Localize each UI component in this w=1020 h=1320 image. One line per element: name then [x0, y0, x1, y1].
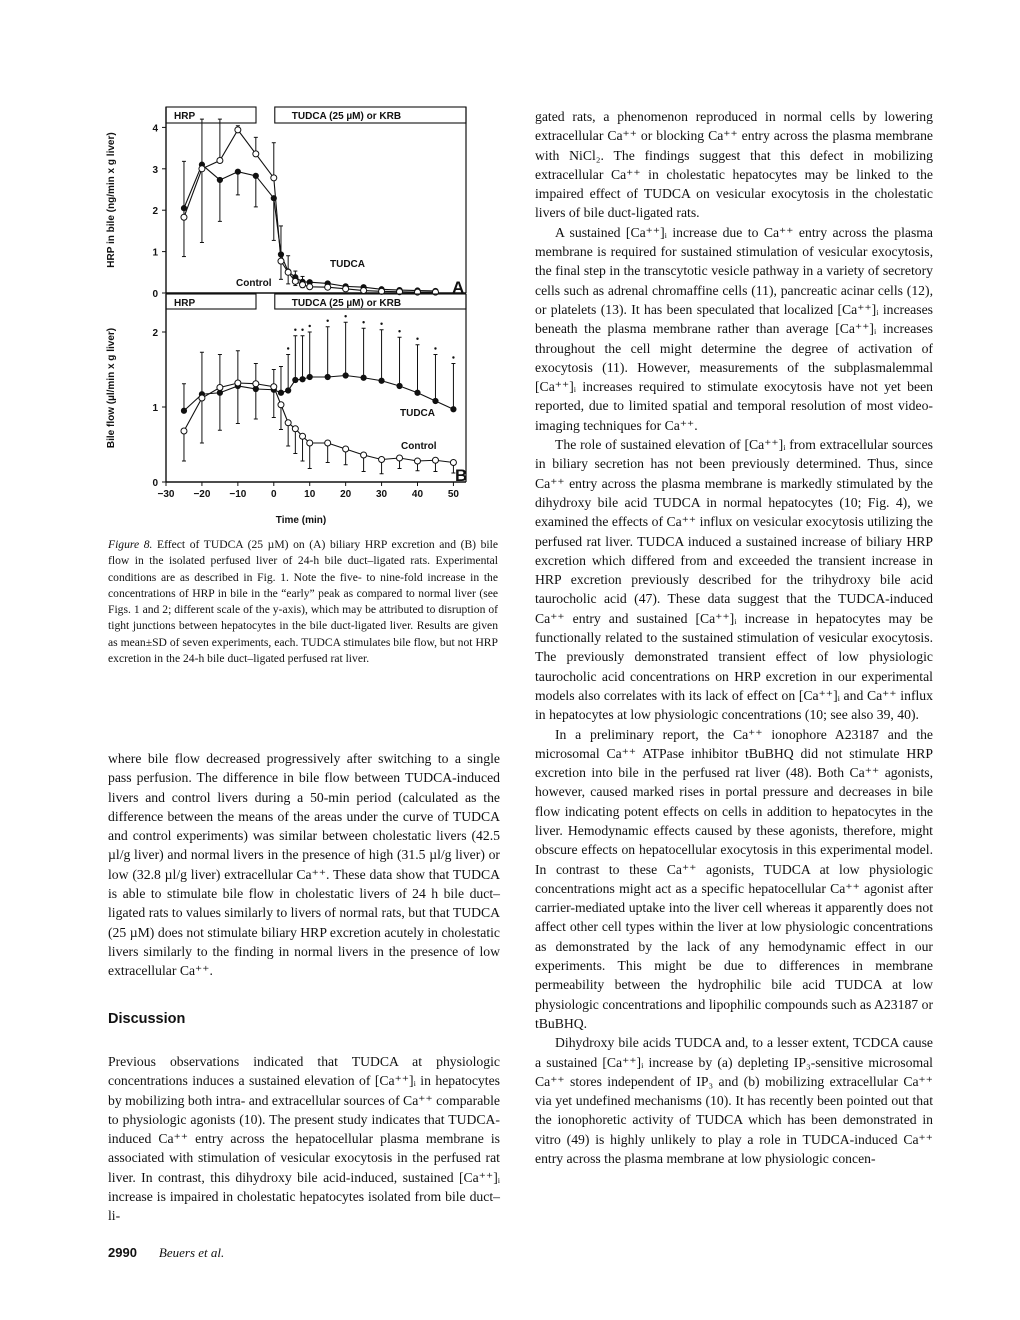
y-tick-label: 0 [152, 478, 158, 489]
data-point-control [217, 385, 223, 391]
left-column-body [108, 749, 500, 981]
data-point-tudca [278, 390, 283, 395]
significance-asterisk [452, 356, 454, 358]
data-point-tudca [361, 375, 366, 380]
x-tick-label: −30 [157, 489, 175, 500]
hrp-header-label: HRP [174, 298, 196, 309]
data-point-control [450, 460, 456, 466]
caption-label: Figure 8. [108, 538, 153, 551]
y-tick-label: 2 [152, 206, 158, 218]
significance-asterisk [301, 329, 303, 331]
discussion-body [108, 1052, 500, 1226]
x-tick-label: 10 [304, 489, 316, 500]
x-axis-label: Time (min) [275, 515, 327, 526]
data-point-tudca [293, 377, 298, 382]
x-tick-label: 40 [411, 489, 424, 500]
tudca-header-label: TUDCA (25 µM) or KRB [291, 298, 402, 309]
y-tick-label: 1 [152, 403, 158, 414]
data-point-tudca [235, 169, 240, 174]
y-tick-label: 2 [152, 328, 158, 339]
data-point-control [307, 440, 313, 446]
significance-asterisk [416, 338, 418, 340]
x-tick-label: −10 [229, 489, 247, 500]
significance-asterisk [287, 347, 289, 349]
section-heading-discussion: Discussion [108, 1011, 186, 1027]
data-point-control [379, 288, 385, 294]
series-label-tudca: TUDCA [330, 259, 365, 270]
data-point-control [199, 395, 205, 401]
series-label-control: Control [401, 441, 437, 452]
significance-asterisk [344, 315, 346, 317]
data-point-tudca [433, 398, 438, 403]
significance-asterisk [294, 329, 296, 331]
y-tick-label: 1 [152, 247, 158, 259]
series-line-control [184, 130, 435, 292]
data-point-control [361, 288, 367, 294]
panel-label-b: B [455, 466, 468, 485]
significance-asterisk [326, 320, 328, 322]
right-column-body [535, 107, 933, 1168]
data-point-control [199, 166, 205, 172]
significance-asterisk [362, 321, 364, 323]
data-point-tudca [451, 407, 456, 412]
data-point-control [432, 457, 438, 463]
paragraph: The role of sustained elevation of [Ca⁺⁺]ᵢ from extracellular sources in biliary secretion has not been previously determined. Thus, since Ca⁺⁺ entry across the plasma membrane is markedly stimulated by the dihydroxy bile acid TUDCA in normal hepatocytes (10; Fig. 4), we examined the effects of Ca⁺⁺ influx on vesicular exocytosis utilizing the perfused rat liver. TUDCA induced a sustained increase of biliary HRP excretion which differed from and exceeded the transient increase in HRP excretion previously described for the trihydroxy bile acid taurocholic acid (47). These data suggest that the TUDCA-induced Ca⁺⁺ entry and sustained [Ca⁺⁺]ᵢ increase in hepatocytes may be functionally related to the sustained stimulation of vesicular exocytosis. The previously demonstrated transient effect of low physiologic taurocholic acid concentrations on HRP excretion in our experimental models also correlates with its lack of effect on [Ca⁺⁺]ᵢ and Ca⁺⁺ influx in hepatocytes at low physiologic concentrations (10; see also 39, 40). [535, 437, 933, 723]
data-point-tudca [253, 173, 258, 178]
data-point-control [181, 428, 187, 434]
data-point-control [271, 384, 277, 390]
data-point-control [217, 158, 223, 164]
paragraph: A sustained [Ca⁺⁺]ᵢ increase due to Ca⁺⁺ entry across the plasma membrane is required for sustained stimulation of vesicular exocytosis, the final step in the transcytotic vesicle pathway in a variety of secretory cells such as adrenal chromaffine cells (11), pancreatic acinar cells (12), or platelets (13). It has been speculated that localized [Ca⁺⁺]ᵢ increases beneath the plasma membrane rather than average [Ca⁺⁺]ᵢ increases throughout the cell might determine the degree of activation of exocytosis (11). However, measurements of the subplasmalemmal [Ca⁺⁺]ᵢ increases required to stimulate exocytosis have not yet been reported, due to limited spatial and temporal resolution of most video-imaging techniques for Ca⁺⁺. [535, 224, 933, 433]
data-point-control [414, 458, 420, 464]
data-point-control [235, 380, 241, 386]
y-axis-label: Bile flow (µl/min x g liver) [106, 327, 117, 449]
data-point-control [253, 381, 259, 387]
data-point-tudca [181, 408, 186, 413]
x-tick-label: 20 [340, 489, 352, 500]
data-point-tudca [286, 388, 291, 393]
series-label-tudca: TUDCA [400, 408, 435, 419]
data-point-control [235, 127, 241, 133]
x-tick-label: −20 [193, 489, 211, 500]
paragraph: In a preliminary report, the Ca⁺⁺ ionophore A23187 and the microsomal Ca⁺⁺ ATPase inhibitor tBuBHQ did not stimulate HRP excretion into bile in the perfused rat liver (48). Both Ca⁺⁺ agonists, however, caused marked rises in portal pressure and decreases in bile flow indicating potent effects on cells in addition to hepatocytes in the liver. Hemodynamic effects caused by these agonists, therefore, might obscure effects on hepatocellular exocytosis in this experimental model. In contrast to these Ca⁺⁺ agonists, TUDCA at low physiologic concentrations might act as a specific hepatocellular Ca⁺⁺ agonist after carrier-mediated uptake into the liver cell whereas it apparently does not affect other cell types within the liver at low physiologic concentrations as demonstrated by the lack of any hemodynamic effect in our experiments. This might be due to differences in membrane permeability between the hydrophilic bile acid TUDCA at low physiologic concentrations and lipophilic compounds such as A23187 or tBuBHQ. [535, 726, 933, 1031]
caption-text: Effect of TUDCA (25 µM) on (A) biliary HRP excretion and (B) bile flow in the isolated perfused liver of 24-h bile duct–ligated rats. Experimental conditions are as described in Fig. 1. Note the five- to nine-fold increase in the concentrations of HRP in bile in the “early” peak as compared to normal liver (see Figs. 1 and 2; different scale of the y-axis), which may be attributed to disruption of tight junctions between hepatocytes in the bile duct-ligated liver. Results are given as mean±SD of seven experiments, each. TUDCA stimulates bile flow, but not HRP excretion in the 24-h bile duct–ligated perfused rat liver. [108, 538, 499, 666]
data-point-tudca [307, 374, 312, 379]
data-point-control [285, 420, 291, 426]
data-point-tudca [379, 378, 384, 383]
significance-asterisk [380, 323, 382, 325]
data-point-control [343, 446, 349, 452]
data-point-control [325, 284, 331, 290]
paragraph: where bile flow decreased progressively after switching to a single pass perfusion. The difference in bile flow between TUDCA-induced livers and control livers during a 50-min period (calculated as the difference between the means of the areas under the curve of TUDCA and control experiments) was similar between cholestatic livers (42.5 µl/g liver) and normal livers in the presence of high (31.5 µl/g liver) or low (32.8 µl/g liver) extracellular Ca⁺⁺. These data show that TUDCA is able to stimulate bile flow in cholestatic livers of 24 h bile duct–ligated rats to values similarly to livers of normal rats, but that TUDCA (25 µM) does not stimulate biliary HRP excretion acutely in cholestatic livers similarly to the finding in normal livers in the presence of low extracellular Ca⁺⁺. [108, 751, 500, 979]
data-point-control [181, 214, 187, 220]
data-point-control [307, 284, 313, 290]
significance-asterisk [309, 325, 311, 327]
data-point-tudca [217, 177, 222, 182]
series-line-tudca [184, 165, 435, 291]
running-authors: Beuers et al. [158, 1245, 225, 1260]
figure-caption [108, 537, 498, 667]
data-point-tudca [397, 383, 402, 388]
panel-b [106, 294, 467, 526]
data-point-control [285, 269, 291, 275]
data-point-control [397, 455, 403, 461]
paragraph: gated rats, a phenomenon reproduced in normal cells by lowering extracellular Ca⁺⁺ or blocking Ca⁺⁺ entry across the plasma membrane with NiCl₂. The findings suggest that this defect in mobilizing extracellular Ca⁺⁺ in cholestatic hepatocytes may be linked to the impaired effect of TUDCA on vesicular exocytosis in the cholestatic livers of bile duct-ligated rats. [535, 109, 933, 221]
significance-asterisk [398, 330, 400, 332]
page-footer [108, 1245, 224, 1261]
data-point-control [300, 282, 306, 288]
data-point-control [292, 426, 298, 432]
page-number: 2990 [108, 1245, 137, 1260]
panel-label-a: A [452, 278, 465, 297]
data-point-control [292, 278, 298, 284]
hrp-header-label: HRP [174, 111, 196, 122]
x-tick-label: 50 [447, 489, 459, 500]
y-axis-label: HRP in bile (ng/min x g liver) [106, 132, 117, 268]
data-point-tudca [300, 377, 305, 382]
data-point-control [271, 175, 277, 181]
data-point-control [325, 440, 331, 446]
data-point-control [300, 433, 306, 439]
y-tick-label: 4 [152, 123, 158, 135]
paragraph: Dihydroxy bile acids TUDCA and, to a lesser extent, TCDCA cause a sustained [Ca⁺⁺]ᵢ increase by (a) depleting IP₃-sensitive microsomal Ca⁺⁺ stores independent of IP₃ and (b) mobilizing extracellular Ca⁺⁺ via yet undefined mechanisms (10). It has recently been pointed out that the ionophoretic activity of TUDCA which has been demonstrated in vitro (49) is highly unlikely to play a role in TUDCA-induced Ca⁺⁺ entry across the plasma membrane at low physiologic concen- [535, 1035, 933, 1167]
y-tick-label: 3 [152, 164, 158, 176]
x-tick-label: 30 [376, 489, 388, 500]
series-label-control: Control [236, 278, 272, 289]
data-point-control [278, 258, 284, 264]
data-point-control [253, 151, 259, 157]
x-tick-label: 0 [271, 489, 277, 500]
tudca-header-label: TUDCA (25 µM) or KRB [291, 111, 402, 122]
panel-a [106, 107, 466, 300]
data-point-tudca [343, 373, 348, 378]
data-point-tudca [325, 374, 330, 379]
significance-asterisk [434, 347, 436, 349]
data-point-control [361, 452, 367, 458]
data-point-control [278, 402, 284, 408]
data-point-tudca [415, 390, 420, 395]
data-point-control [379, 457, 385, 463]
paragraph: Previous observations indicated that TUDCA at physiologic concentrations induces a sustained elevation of [Ca⁺⁺]ᵢ in hepatocytes by mobilizing both intra- and extracellular sources of Ca⁺⁺ comparable to physiologic agonists (10). The present study indicates that TUDCA-induced Ca⁺⁺ entry across the hepatocellular plasma membrane is associated with stimulation of vesicular exocytosis in the perfused rat liver. In contrast, this dihydroxy bile acid-induced, sustained [Ca⁺⁺]ᵢ increase is impaired in cholestatic hepatocytes isolated from bile duct–li- [108, 1054, 500, 1224]
y-tick-label: 0 [152, 289, 158, 300]
data-point-control [343, 286, 349, 292]
series-line-tudca [184, 376, 453, 411]
